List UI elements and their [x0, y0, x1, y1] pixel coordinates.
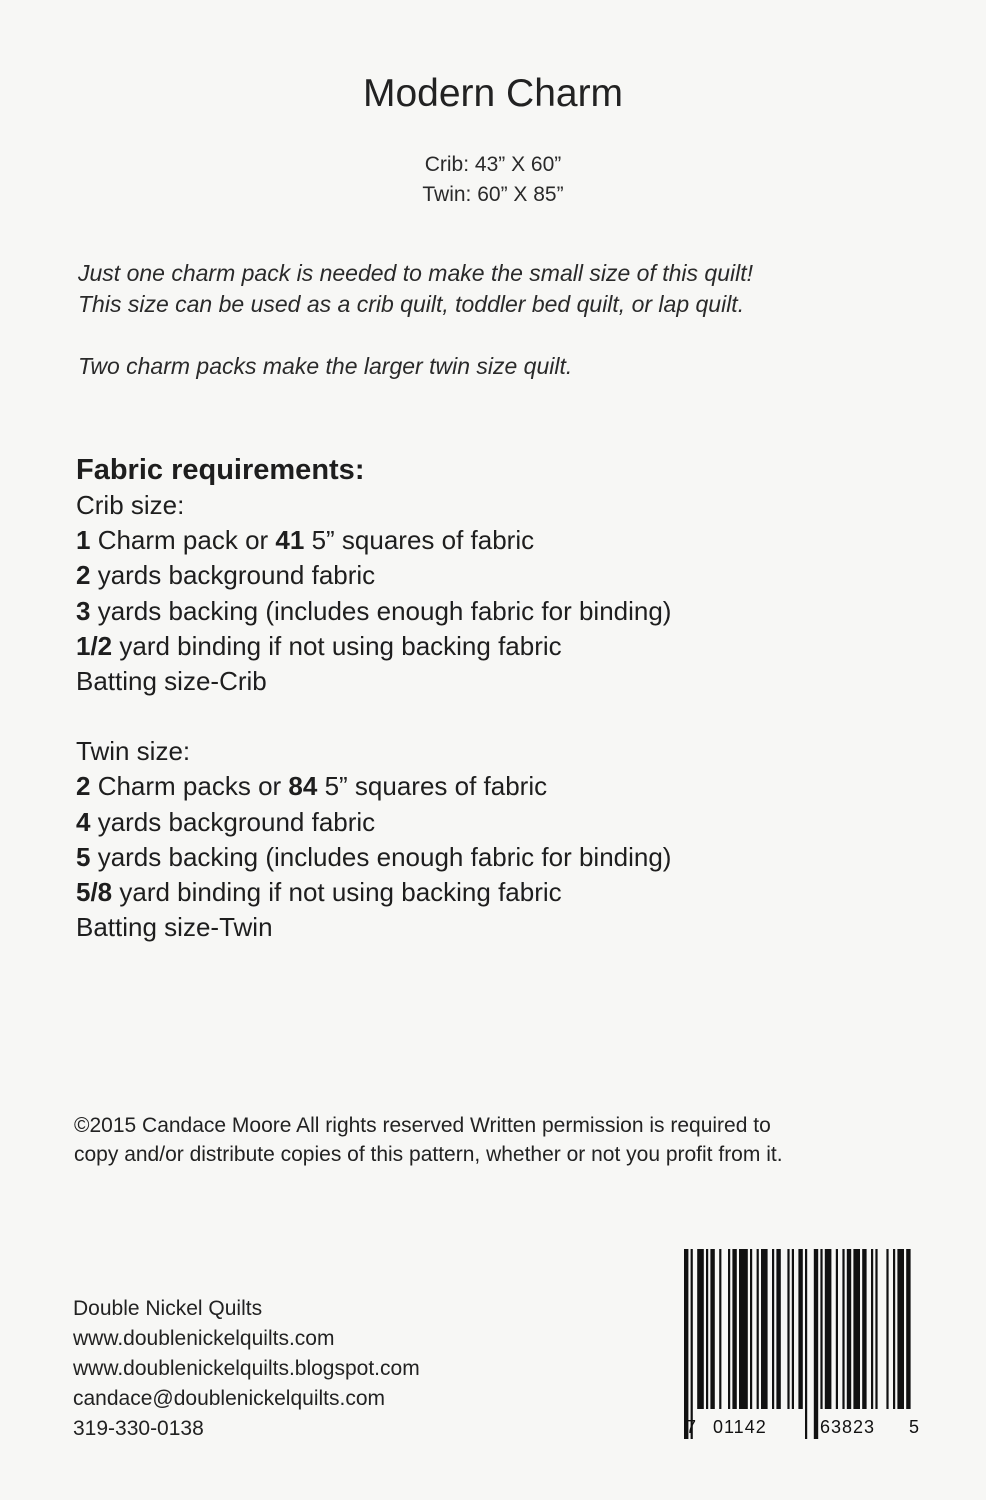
website-link[interactable]: www.doublenickelquilts.com: [73, 1327, 335, 1350]
barcode: [676, 1249, 920, 1449]
copyright-line-1: ©2015 Candace Moore All rights reserved Written permission is required to: [74, 1114, 771, 1137]
requirement-text: yards background fabric: [90, 806, 376, 837]
barcode-bar: [847, 1249, 851, 1409]
crib-requirements-list: [76, 523, 956, 699]
barcode-bar: [820, 1249, 822, 1409]
barcode-bar: [728, 1249, 730, 1409]
barcode-bar: [706, 1249, 708, 1409]
quantity: 5/8: [76, 877, 113, 908]
requirement-text: 5” squares of fabric: [304, 525, 535, 556]
crib-size-line: Crib: 43” X 60”: [424, 153, 562, 176]
twin-requirement-item: [76, 805, 956, 840]
barcode-bar: [825, 1249, 832, 1409]
barcode-bar: [732, 1249, 736, 1409]
crib-requirement-item: [76, 558, 956, 593]
barcode-bar: [875, 1249, 877, 1409]
copyright-line-2: copy and/or distribute copies of this pattern, whether or not you profit from it.: [74, 1143, 783, 1166]
crib-requirement-item: [76, 664, 956, 699]
barcode-bar: [776, 1249, 780, 1409]
barcode-bar: [761, 1249, 768, 1409]
barcode-bar: [739, 1249, 748, 1409]
crib-size-label: Crib size:: [76, 490, 185, 520]
barcode-lead-digit: 7: [686, 1417, 697, 1437]
copyright-notice: [74, 1111, 954, 1169]
barcode-bar: [750, 1249, 752, 1409]
quantity: 41: [275, 525, 305, 556]
barcode-right-group: 63823: [820, 1417, 876, 1437]
twin-requirement-item: [76, 875, 956, 910]
barcode-bar: [805, 1249, 807, 1439]
requirement-text: Charm packs or: [90, 771, 289, 802]
crib-requirement-item: [76, 523, 956, 558]
blog-link[interactable]: www.doublenickelquilts.blogspot.com: [73, 1357, 420, 1380]
requirement-text: Batting size-Twin: [76, 912, 273, 943]
quantity: 2: [76, 560, 91, 591]
intro-line-3: Two charm packs make the larger twin size quilt.: [78, 353, 573, 379]
barcode-bar: [710, 1249, 714, 1409]
barcode-bar: [697, 1249, 704, 1409]
barcode-bar: [772, 1249, 774, 1409]
barcode-bar: [684, 1249, 688, 1439]
requirement-text: 5” squares of fabric: [317, 771, 548, 802]
barcode-bar: [757, 1249, 759, 1409]
barcode-bar: [814, 1249, 818, 1439]
twin-size-line: Twin: 60” X 85”: [422, 183, 564, 206]
twin-size-label: Twin size:: [76, 736, 191, 767]
quantity: 84: [288, 771, 318, 802]
barcode-bar: [798, 1249, 802, 1409]
twin-requirements-list: [76, 769, 956, 945]
barcode-bar: [897, 1249, 904, 1409]
barcode-bar: [836, 1249, 838, 1409]
fabric-requirements-heading: Fabric requirements:: [76, 454, 365, 486]
contact-info: [73, 1294, 573, 1444]
twin-requirement-item: [76, 910, 956, 945]
quantity: 2: [76, 771, 91, 802]
requirement-text: yards backing (includes enough fabric for binding): [90, 595, 672, 626]
crib-requirement-item: [76, 629, 956, 664]
fabric-requirements: [76, 452, 956, 945]
barcode-bar: [853, 1249, 860, 1409]
barcode-bar: [886, 1249, 888, 1409]
barcode-bar: [906, 1249, 910, 1409]
intro-line-2: This size can be used as a crib quilt, toddler bed quilt, or lap quilt.: [78, 291, 745, 317]
twin-requirement-item: [76, 840, 956, 875]
requirement-text: yards backing (includes enough fabric for binding): [90, 841, 672, 872]
quantity: 1: [76, 525, 91, 556]
barcode-check-digit: 5: [909, 1417, 920, 1437]
barcode-bar: [787, 1249, 789, 1409]
barcode-bar: [842, 1249, 844, 1409]
quantity: 3: [76, 595, 91, 626]
barcode-bar: [871, 1249, 873, 1409]
barcode-left-group: 01142: [713, 1417, 767, 1437]
quantity: 5: [76, 841, 91, 872]
twin-requirement-item: [76, 769, 956, 804]
barcode-bar: [719, 1249, 721, 1409]
quantity: 4: [76, 806, 91, 837]
quilt-sizes: [0, 150, 986, 210]
company-name: Double Nickel Quilts: [73, 1297, 263, 1320]
pattern-title: Modern Charm: [362, 72, 624, 115]
requirement-text: yard binding if not using backing fabric: [112, 877, 562, 908]
requirement-text: Charm pack or: [90, 525, 276, 556]
quantity: 1/2: [76, 630, 113, 661]
intro-line-1: Just one charm pack is needed to make the small size of this quilt!: [78, 260, 753, 286]
barcode-bar: [792, 1249, 794, 1409]
intro-text: [78, 258, 938, 382]
barcode-bar: [691, 1249, 693, 1439]
phone-number: 319-330-0138: [73, 1417, 204, 1440]
requirement-text: yards background fabric: [90, 560, 376, 591]
requirement-text: yard binding if not using backing fabric: [112, 630, 562, 661]
requirement-text: Batting size-Crib: [76, 666, 267, 697]
crib-requirement-item: [76, 594, 956, 629]
barcode-bar: [862, 1249, 866, 1409]
barcode-bar: [893, 1249, 895, 1409]
email-link[interactable]: candace@doublenickelquilts.com: [73, 1387, 385, 1410]
